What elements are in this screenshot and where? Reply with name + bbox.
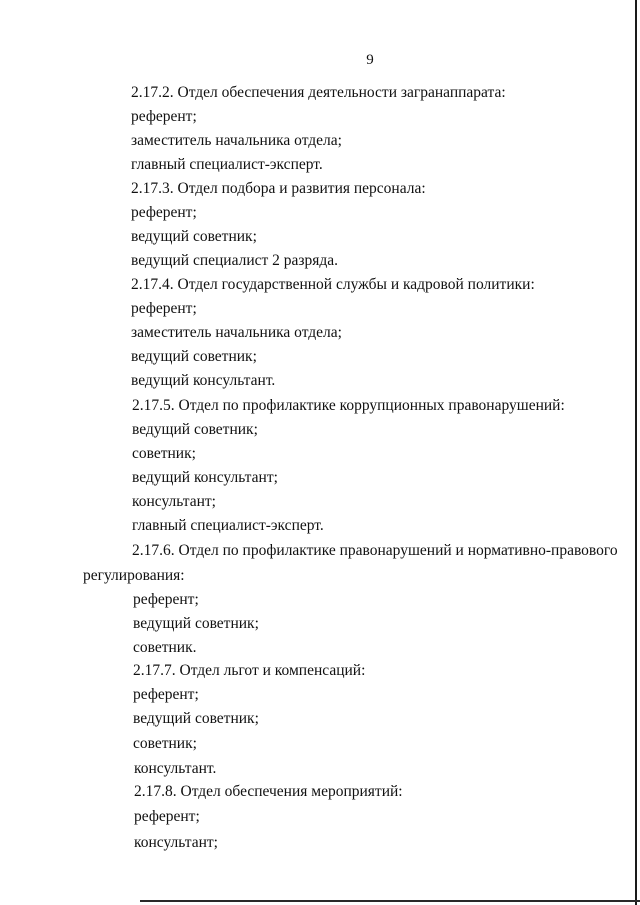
- list-item: советник;: [133, 735, 197, 752]
- list-item: референт;: [134, 808, 200, 825]
- section-heading-2-17-8: 2.17.8. Отдел обеспечения мероприятий:: [134, 783, 403, 800]
- list-item: ведущий специалист 2 разряда.: [131, 252, 339, 269]
- list-item: ведущий советник;: [131, 228, 257, 245]
- list-item: ведущий советник;: [133, 615, 259, 632]
- list-item: советник;: [132, 445, 196, 462]
- list-item: референт;: [131, 108, 197, 125]
- list-item: референт;: [133, 686, 199, 703]
- list-item: референт;: [133, 591, 199, 608]
- list-item: заместитель начальника отдела;: [131, 132, 342, 149]
- list-item: референт;: [131, 300, 197, 317]
- section-heading-2-17-2: 2.17.2. Отдел обеспечения деятельности загранаппарата:: [131, 84, 506, 101]
- section-heading-2-17-3: 2.17.3. Отдел подбора и развития персонала:: [131, 180, 426, 197]
- list-item: консультант.: [134, 760, 217, 777]
- list-item: ведущий советник;: [132, 421, 258, 438]
- list-item: референт;: [131, 204, 197, 221]
- section-heading-2-17-7: 2.17.7. Отдел льгот и компенсаций:: [133, 662, 366, 679]
- list-item: консультант;: [134, 834, 218, 851]
- page-number: 9: [366, 52, 374, 68]
- list-item: ведущий консультант;: [132, 469, 278, 486]
- scan-border-right: [635, 0, 637, 905]
- list-item: заместитель начальника отдела;: [131, 324, 342, 341]
- section-heading-2-17-4: 2.17.4. Отдел государственной службы и кадровой политики:: [131, 276, 535, 293]
- section-heading-continuation: регулирования:: [83, 567, 185, 584]
- section-heading-2-17-6: 2.17.6. Отдел по профилактике правонарушений и нормативно-правового: [132, 542, 618, 559]
- list-item: консультант;: [132, 493, 216, 510]
- list-item: ведущий советник;: [133, 710, 259, 727]
- list-item: ведущий советник;: [131, 348, 257, 365]
- section-heading-2-17-5: 2.17.5. Отдел по профилактике коррупционных правонарушений:: [132, 397, 565, 414]
- list-item: советник.: [133, 639, 197, 656]
- scan-border-bottom: [140, 900, 640, 902]
- list-item: ведущий консультант.: [131, 372, 276, 389]
- list-item: главный специалист-эксперт.: [131, 156, 323, 173]
- list-item: главный специалист-эксперт.: [132, 517, 324, 534]
